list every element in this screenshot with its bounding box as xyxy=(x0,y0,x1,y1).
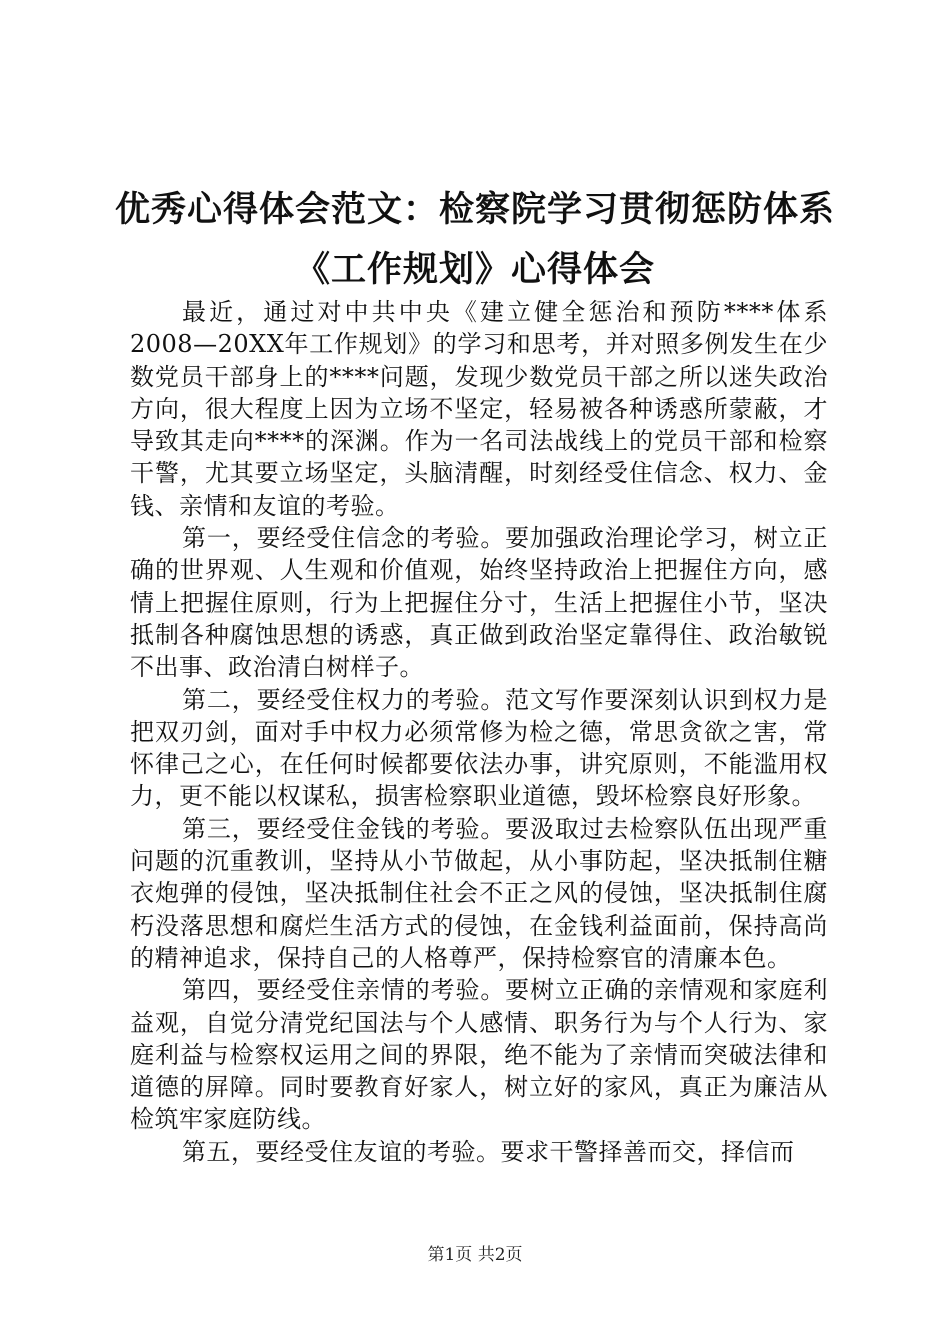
document-title-line-1: 优秀心得体会范文：检察院学习贯彻惩防体系 xyxy=(114,189,835,230)
paragraph-fifth-friendship: 第五，要经受住友谊的考验。要求干警择善而交，择信而 xyxy=(182,1137,795,1166)
paragraph-fourth-family: 第四，要经受住亲情的考验。要树立正确的亲情观和家庭利益观，自觉分清党纪国法与个人感情、职务行为与个人行为、家庭利益与检察权运用之间的界限，绝不能为了亲情而突破法律和道德的屏障。同时要教育好家人，树立好的家风，真正为廉洁从检筑牢家庭防线。 xyxy=(130,976,828,1134)
paragraph-intro: 最近，通过对中共中央《建立健全惩治和预防****体系2008—20XX年工作规划》的学习和思考，并对照多例发生在少数党员干部身上的****问题，发现少数党员干部之所以迷失政治方向，很大程度上因为立场不坚定，轻易被各种诱惑所蒙蔽，才导致其走向****的深渊。作为一名司法战线上的党员干部和检察干警，尤其要立场坚定，头脑清醒，时刻经受住信念、权力、金钱、亲情和友谊的考验。 xyxy=(130,298,828,520)
document-body xyxy=(130,296,828,1168)
page-number-footer: 第1页 共2页 xyxy=(427,1245,523,1265)
document-title-line-2: 《工作规划》心得体会 xyxy=(294,249,655,290)
paragraph-third-money: 第三，要经受住金钱的考验。要汲取过去检察队伍出现严重问题的沉重教训，坚持从小节做起，从小事防起，坚决抵制住糖衣炮弹的侵蚀，坚决抵制住社会不正之风的侵蚀，坚决抵制住腐朽没落思想和腐烂生活方式的侵蚀，在金钱利益面前，保持高尚的精神追求，保持自己的人格尊严，保持检察官的清廉本色。 xyxy=(130,814,828,972)
paragraph-second-power: 第二，要经受住权力的考验。范文写作要深刻认识到权力是把双刃剑，面对手中权力必须常修为检之德，常思贪欲之害，常怀律己之心，在任何时候都要依法办事，讲究原则，不能滥用权力，更不能以权谋私，损害检察职业道德，毁坏检察良好形象。 xyxy=(130,685,828,811)
paragraph-first-belief: 第一，要经受住信念的考验。要加强政治理论学习，树立正确的世界观、人生观和价值观，始终坚持政治上把握住方向，感情上把握住原则，行为上把握住分寸，生活上把握住小节，坚决抵制各种腐蚀思想的诱惑，真正做到政治坚定靠得住、政治敏锐不出事、政治清白树样子。 xyxy=(130,524,828,682)
